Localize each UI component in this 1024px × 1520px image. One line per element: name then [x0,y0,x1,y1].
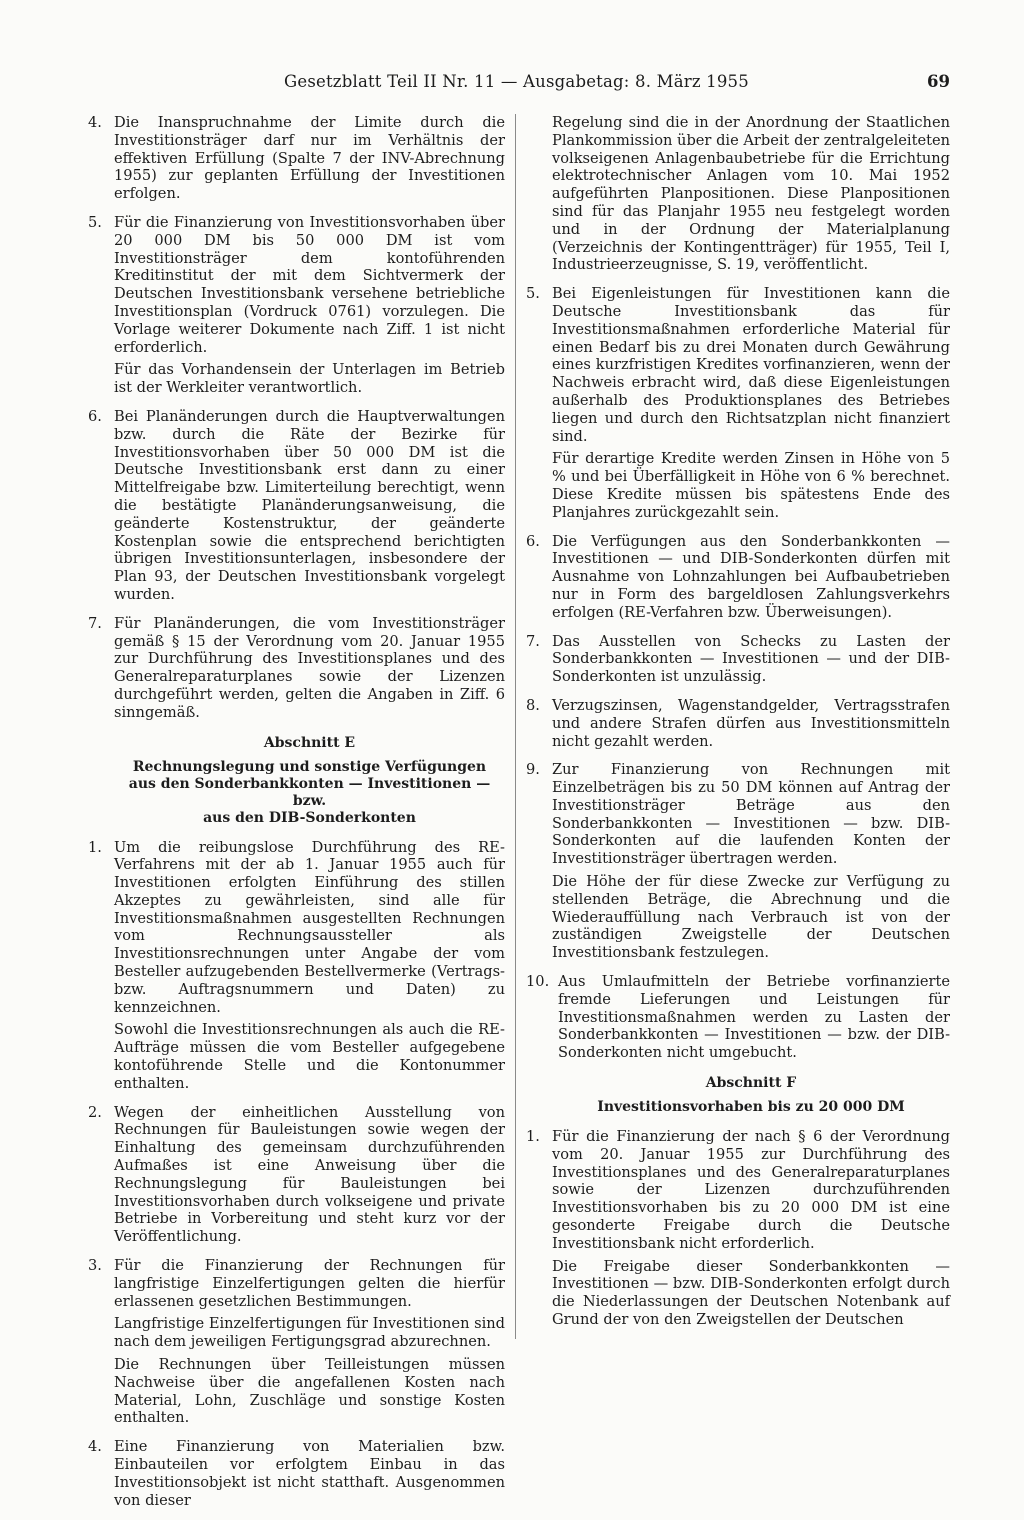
right-column [526,114,950,1340]
paragraph: Eine Finanzierung von Materialien bzw. Einbauteilen vor erfolgtem Einbau in das Investitionsobjekt ist nicht statthaft. Ausgenommen von dieser [114,1438,505,1509]
item-number: 7. [88,614,102,632]
item-number: 7. [526,632,540,650]
item-number: 2. [88,1103,102,1121]
paragraph: Für die Finanzierung von Investitionsvorhaben über 20 000 DM bis 50 000 DM ist vom Investitionsträger dem kontoführenden Kreditinstitut der mit dem Sichtvermerk der Deutschen Investitionsbank versehene betriebliche Investitionsplan (Vordruck 0761) vorzulegen. Die Vorlage weiterer Dokumente nach Ziff. 1 ist nicht erforderlich. [114,213,505,356]
item-number: 6. [88,407,102,425]
list-item [526,633,950,686]
list-item [88,839,505,1093]
item-number: 1. [88,838,102,856]
item-number: 5. [526,285,540,303]
item-number: 6. [526,532,540,550]
paragraph: Für das Vorhandensein der Unterlagen im Betrieb ist der Werkleiter verantwortlich. [114,361,505,397]
list-item [526,1128,950,1329]
paragraph: Zur Finanzierung von Rechnungen mit Einzelbeträgen bis zu 50 DM können auf Antrag der Investitionsträger Beträge aus den Sonderbankkonten — Investitionen — bzw. DIB-Sonderkonten auf die laufenden Konten der Investitionsträger übertragen werden. [552,761,950,868]
section-title-line: aus den DIB-Sonderkonten [203,809,416,826]
section-title-line: Rechnungslegung und sonstige Verfügungen [132,758,487,775]
paragraph: Für Planänderungen, die vom Investitionsträger gemäß § 15 der Verordnung vom 20. Januar 1955 zur Durchführung des Investitionsplanes und des Generalreparaturplanes sowie der Lizenzen durchgeführt werden, gelten die Angaben in Ziff. 6 sinngemäß. [114,614,505,721]
paragraph: Das Ausstellen von Schecks zu Lasten der Sonderbankkonten — Investitionen — und der DIB-Sonderkonten ist unzulässig. [552,632,950,686]
section-title-line: aus den Sonderbankkonten — Investitionen — bzw. [128,775,491,809]
paragraph: Die Höhe der für diese Zwecke zur Verfügung zu stellenden Beträge, die Abrechnung und die Wiederauffüllung nach Verbrauch ist von der zuständigen Zweigstelle der Deutschen Investitionsbank festzulegen. [552,873,950,962]
list-item [88,615,505,722]
item-number: 8. [526,696,540,714]
section-title-line: Investitionsvorhaben bis zu 20 000 DM [597,1099,905,1116]
paragraph: Regelung sind die in der Anordnung der Staatlichen Plankommission über die Arbeit der zentralgeleiteten volkseigenen Anlagenbaubetriebe für die Errichtung elektrotechnischer Anlagen vom 10. Mai 1952 aufgeführten Planpositionen. Diese Planpositionen sind für das Planjahr 1955 neu festgelegt worden und in der Ordnung der Materialplanung (Verzeichnis der Kontingentträger) für 1955, Teil I, Industrieerzeugnisse, S. 19, veröffentlicht. [552,114,950,274]
list-item [88,114,505,203]
left-column [88,114,505,1520]
paragraph: Die Freigabe dieser Sonderbankkonten — Investitionen — bzw. DIB-Sonderkonten erfolgt durch die Niederlassungen der Deutschen Notenbank auf Grund der von den Zweigstellen der Deutschen [552,1257,950,1329]
paragraph: Die Rechnungen über Teilleistungen müssen Nachweise über die angefallenen Kosten nach Material, Lohn, Zuschläge und sonstige Kosten enthalten. [114,1356,505,1427]
list-item [88,1438,505,1509]
page-header [88,72,958,96]
paragraph: Verzugszinsen, Wagenstandgelder, Vertragsstrafen und andere Strafen dürfen aus Investitionsmitteln nicht gezahlt werden. [552,696,950,750]
item-number: 5. [88,213,102,231]
item-number: 3. [88,1257,102,1275]
item-number: 4. [88,114,102,131]
section-e-heading [114,735,505,827]
section-f-heading [552,1075,950,1116]
paragraph: Um die reibungslose Durchführung des RE-Verfahrens mit der ab 1. Januar 1955 auch für Investitionen erfolgten Einführung des stillen Akzeptes zu gewährleisten, sind alle für Investitionsmaßnahmen ausgestellten Rechnungen vom Rechnungsaussteller als Investitionsrechnungen unter Angabe der vom Besteller aufzugebenden Bestellvermerke (Vertrags- bzw. Auftragsnummern und Daten) zu kennzeichnen. [114,838,505,1016]
list-item [526,761,950,962]
list-item [526,697,950,750]
item-number: 1. [526,1128,540,1146]
paragraph: Wegen der einheitlichen Ausstellung von Rechnungen für Bauleistungen sowie wegen der Einhaltung des gemeinsam durchzuführenden Aufmaßes ist eine Anweisung über die Rechnungslegung für Bauleistungen bei Investitionsvorhaben durch volkseigene und private Betriebe in Vorbereitung und steht kurz vor der Veröffentlichung. [114,1103,505,1246]
list-item [88,214,505,397]
header-title: Gesetzblatt Teil II Nr. 11 — Ausgabetag: 8. März 1955 [284,72,749,91]
paragraph: Bei Planänderungen durch die Hauptverwaltungen bzw. durch die Räte der Bezirke für Investitionsvorhaben über 50 000 DM ist die Deutsche Investitionsbank erst dann zu einer Mittelfreigabe bzw. Limiterteilung berechtigt, wenn die bestätigte Planänderungsanweisung, die geänderte Kostenstruktur, der geänderte Kostenplan sowie die entsprechend berichtigten übrigen Investitionsunterlagen, insbesondere der Plan 93, der Deutschen Investitionsbank vorgelegt wurden. [114,407,505,603]
list-item [526,973,950,1062]
section-label: Abschnitt E [263,734,356,751]
list-item [526,533,950,622]
list-item [88,408,505,604]
paragraph: Langfristige Einzelfertigungen für Investitionen sind nach dem jeweiligen Fertigungsgrad abzurechnen. [114,1315,506,1351]
list-item [526,285,950,521]
section-label: Abschnitt F [705,1075,797,1092]
list-item [88,1104,505,1246]
paragraph: Für die Finanzierung der Rechnungen für langfristige Einzelfertigungen gelten die hierfür erlassenen gesetzlichen Bestimmungen. [114,1257,505,1310]
paragraph: Die Verfügungen aus den Sonderbankkonten — Investitionen — und DIB-Sonderkonten dürfen mit Ausnahme von Lohnzahlungen bei Aufbaubetrieben nur in Form des bargeldlosen Zahlungsverkehrs erfolgen (RE-Verfahren bzw. Überweisungen). [552,532,950,621]
paragraph: Sowohl die Investitionsrechnungen als auch die RE-Aufträge müssen die vom Besteller aufgegebene kontoführende Stelle und die Kontonummer enthalten. [114,1021,505,1092]
continued-paragraph [526,114,950,274]
item-number: 4. [88,1438,102,1456]
paragraph: Aus Umlaufmitteln der Betriebe vorfinanzierte fremde Lieferungen und Leistungen für Investitionsmaßnahmen werden zu Lasten der Sonderbankkonten — Investitionen — bzw. der DIB-Sonderkonten nicht umgebucht. [558,973,950,1062]
paragraph: Für die Finanzierung der nach § 6 der Verordnung vom 20. Januar 1955 zur Durchführung des Investitionsplanes und des Generalreparaturplanes sowie der Lizenzen durchzuführenden Investitionsvorhaben bis zu 20 000 DM ist eine gesonderte Freigabe durch die Deutsche Investitionsbank nicht erforderlich. [552,1128,950,1252]
column-divider [515,114,516,1339]
paragraph: Für derartige Kredite werden Zinsen in Höhe von 5 % und bei Überfälligkeit in Höhe von 6 % berechnet. Diese Kredite müssen bis spätestens Ende des Planjahres zurückgezahlt sein. [552,450,950,521]
paragraph: Bei Eigenleistungen für Investitionen kann die Deutsche Investitionsbank das für Investitionsmaßnahmen erforderliche Material für einen Bedarf bis zu drei Monaten durch Gewährung eines kurzfristigen Kredites vorfinanzieren, wenn der Nachweis erbracht wird, daß diese Eigenleistungen außerhalb des Produktionsplanes des Betriebes liegen und durch den Richtsatzplan nicht finanziert sind. [552,285,950,445]
item-number: 9. [526,761,540,779]
list-item [88,1257,505,1427]
paragraph: Die Inanspruchnahme der Limite durch die Investitionsträger darf nur im Verhältnis der effektiven Erfüllung (Spalte 7 der INV-Abrechnung 1955) zur geplanten Erfüllung der Investitionen erfolgen. [114,114,505,203]
item-number: 10. [526,973,550,991]
page-number: 69 [927,72,950,91]
